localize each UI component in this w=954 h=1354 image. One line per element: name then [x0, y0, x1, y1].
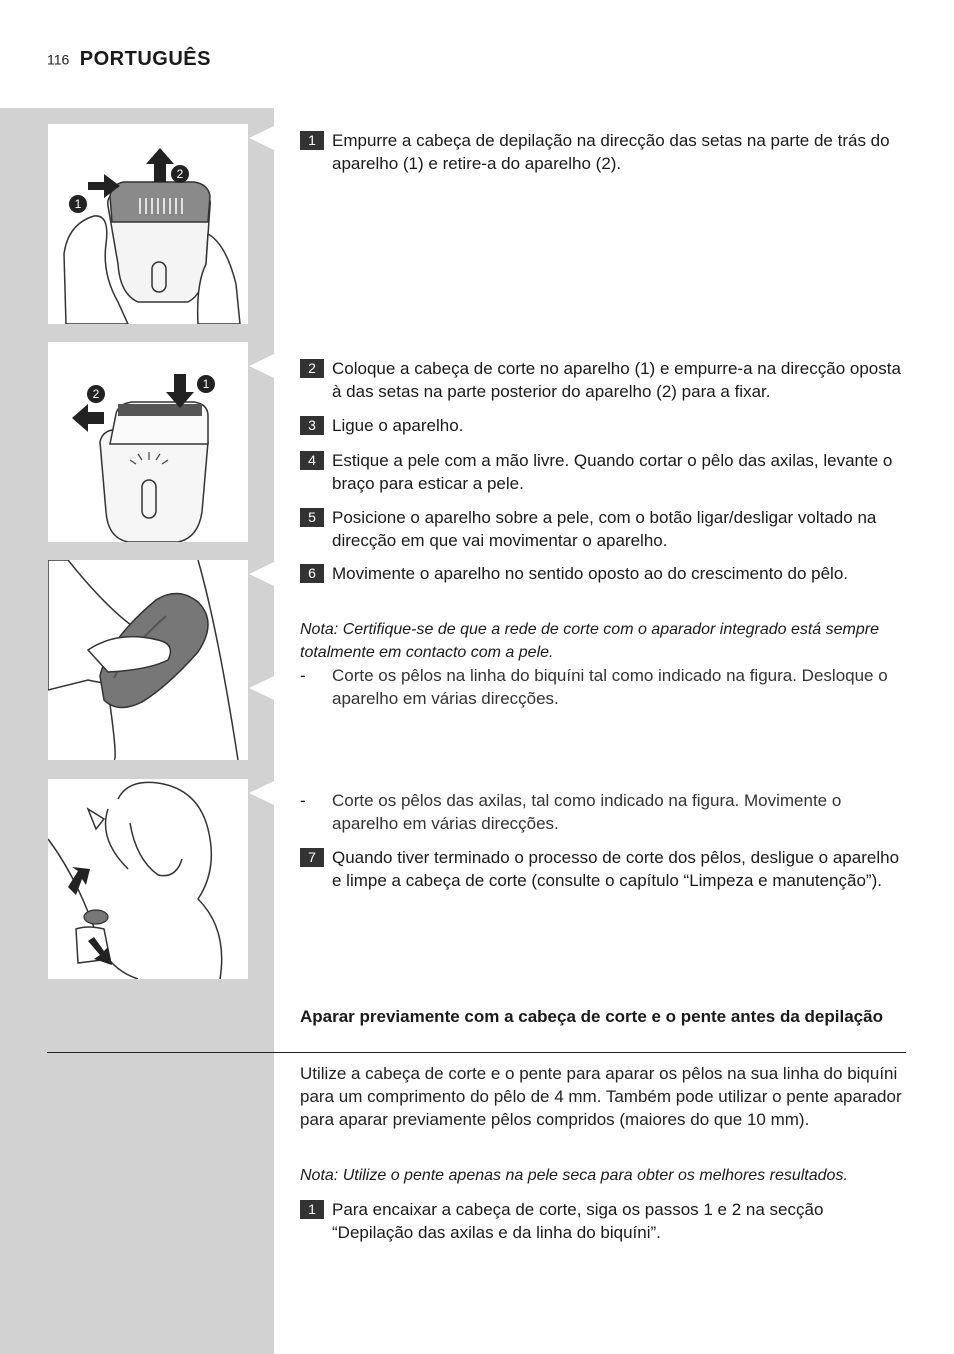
figure-pointer	[249, 126, 274, 150]
figure-bikini-line	[48, 560, 248, 760]
step-6	[300, 562, 908, 585]
note-contact: Nota: Certifique-se de que a rede de corte com o aparador integrado está sempre totalmente em contacto com a pele.	[300, 621, 879, 661]
figure-pointer	[249, 781, 274, 805]
section-paragraph: Utilize a cabeça de corte e o pente para aparar os pêlos na sua linha do biquíni para um comprimento do pêlo de 4 mm. Também pode utilizar o pente aparador para aparar previamente pêlos compridos (maiores do que 10 mm).	[300, 1064, 902, 1129]
callout-1: 1	[74, 197, 82, 211]
bullet-dash: -	[300, 791, 306, 810]
step-3	[300, 414, 908, 437]
step-number: 1	[300, 131, 324, 150]
step-number: 2	[300, 359, 324, 378]
bullet-text: Corte os pêlos na linha do biquíni tal como indicado na figura. Desloque o aparelho em várias direcções.	[332, 666, 888, 708]
step-text: Ligue o aparelho.	[332, 416, 464, 435]
step-number: 4	[300, 451, 324, 470]
step-number: 1	[300, 1200, 324, 1219]
step-number: 5	[300, 508, 324, 527]
bullet-text: Corte os pêlos das axilas, tal como indicado na figura. Movimente o aparelho em várias direcções.	[332, 791, 842, 833]
step-number: 7	[300, 848, 324, 867]
figure-remove-head	[48, 124, 248, 324]
page-header	[47, 48, 211, 71]
step-number: 6	[300, 564, 324, 583]
illustration-remove-head	[48, 124, 248, 324]
section-heading: Aparar previamente com a cabeça de corte e o pente antes da depilação	[300, 1007, 883, 1026]
callout-2: 2	[92, 387, 100, 401]
step-5	[300, 506, 908, 552]
callout-2: 2	[176, 167, 184, 181]
step-text: Movimente o aparelho no sentido oposto ao do crescimento do pêlo.	[332, 564, 848, 583]
step-text: Para encaixar a cabeça de corte, siga os passos 1 e 2 na secção “Depilação das axilas e da linha do biquíni”.	[332, 1200, 824, 1242]
figure-attach-head	[48, 342, 248, 542]
step-text: Estique a pele com a mão livre. Quando cortar o pêlo das axilas, levante o braço para esticar a pele.	[332, 451, 893, 493]
section-divider	[47, 1052, 906, 1053]
figure-underarm	[48, 779, 248, 979]
bullet-bikini	[300, 664, 908, 710]
figure-pointer	[249, 562, 274, 586]
step-text: Coloque a cabeça de corte no aparelho (1) e empurre-a na direcção oposta à das setas na parte posterior do aparelho (2) para a fixar.	[332, 359, 901, 401]
bullet-underarm	[300, 789, 908, 835]
figure-pointer	[249, 676, 274, 700]
bullet-dash: -	[300, 666, 306, 685]
step-4	[300, 449, 908, 495]
language-title: PORTUGUÊS	[79, 48, 211, 70]
step-text: Posicione o aparelho sobre a pele, com o botão ligar/desligar voltado na direcção em que vai movimentar o aparelho.	[332, 508, 877, 550]
step-2	[300, 357, 908, 403]
step-text: Empurre a cabeça de depilação na direcção das setas na parte de trás do aparelho (1) e retire-a do aparelho (2).	[332, 131, 890, 173]
note-dry-skin: Nota: Utilize o pente apenas na pele seca para obter os melhores resultados.	[300, 1167, 848, 1184]
illustration-attach-head	[48, 342, 248, 542]
step-7	[300, 846, 908, 892]
callout-1: 1	[202, 377, 210, 391]
section-step-1	[300, 1198, 908, 1244]
step-1	[300, 129, 908, 175]
step-text: Quando tiver terminado o processo de corte dos pêlos, desligue o aparelho e limpe a cabeça de corte (consulte o capítulo “Limpeza e manutenção”).	[332, 848, 900, 890]
illustration-bikini-line	[48, 560, 248, 760]
step-number: 3	[300, 416, 324, 435]
page-number: 116	[47, 51, 70, 68]
illustration-underarm	[48, 779, 248, 979]
figure-pointer	[249, 354, 274, 378]
